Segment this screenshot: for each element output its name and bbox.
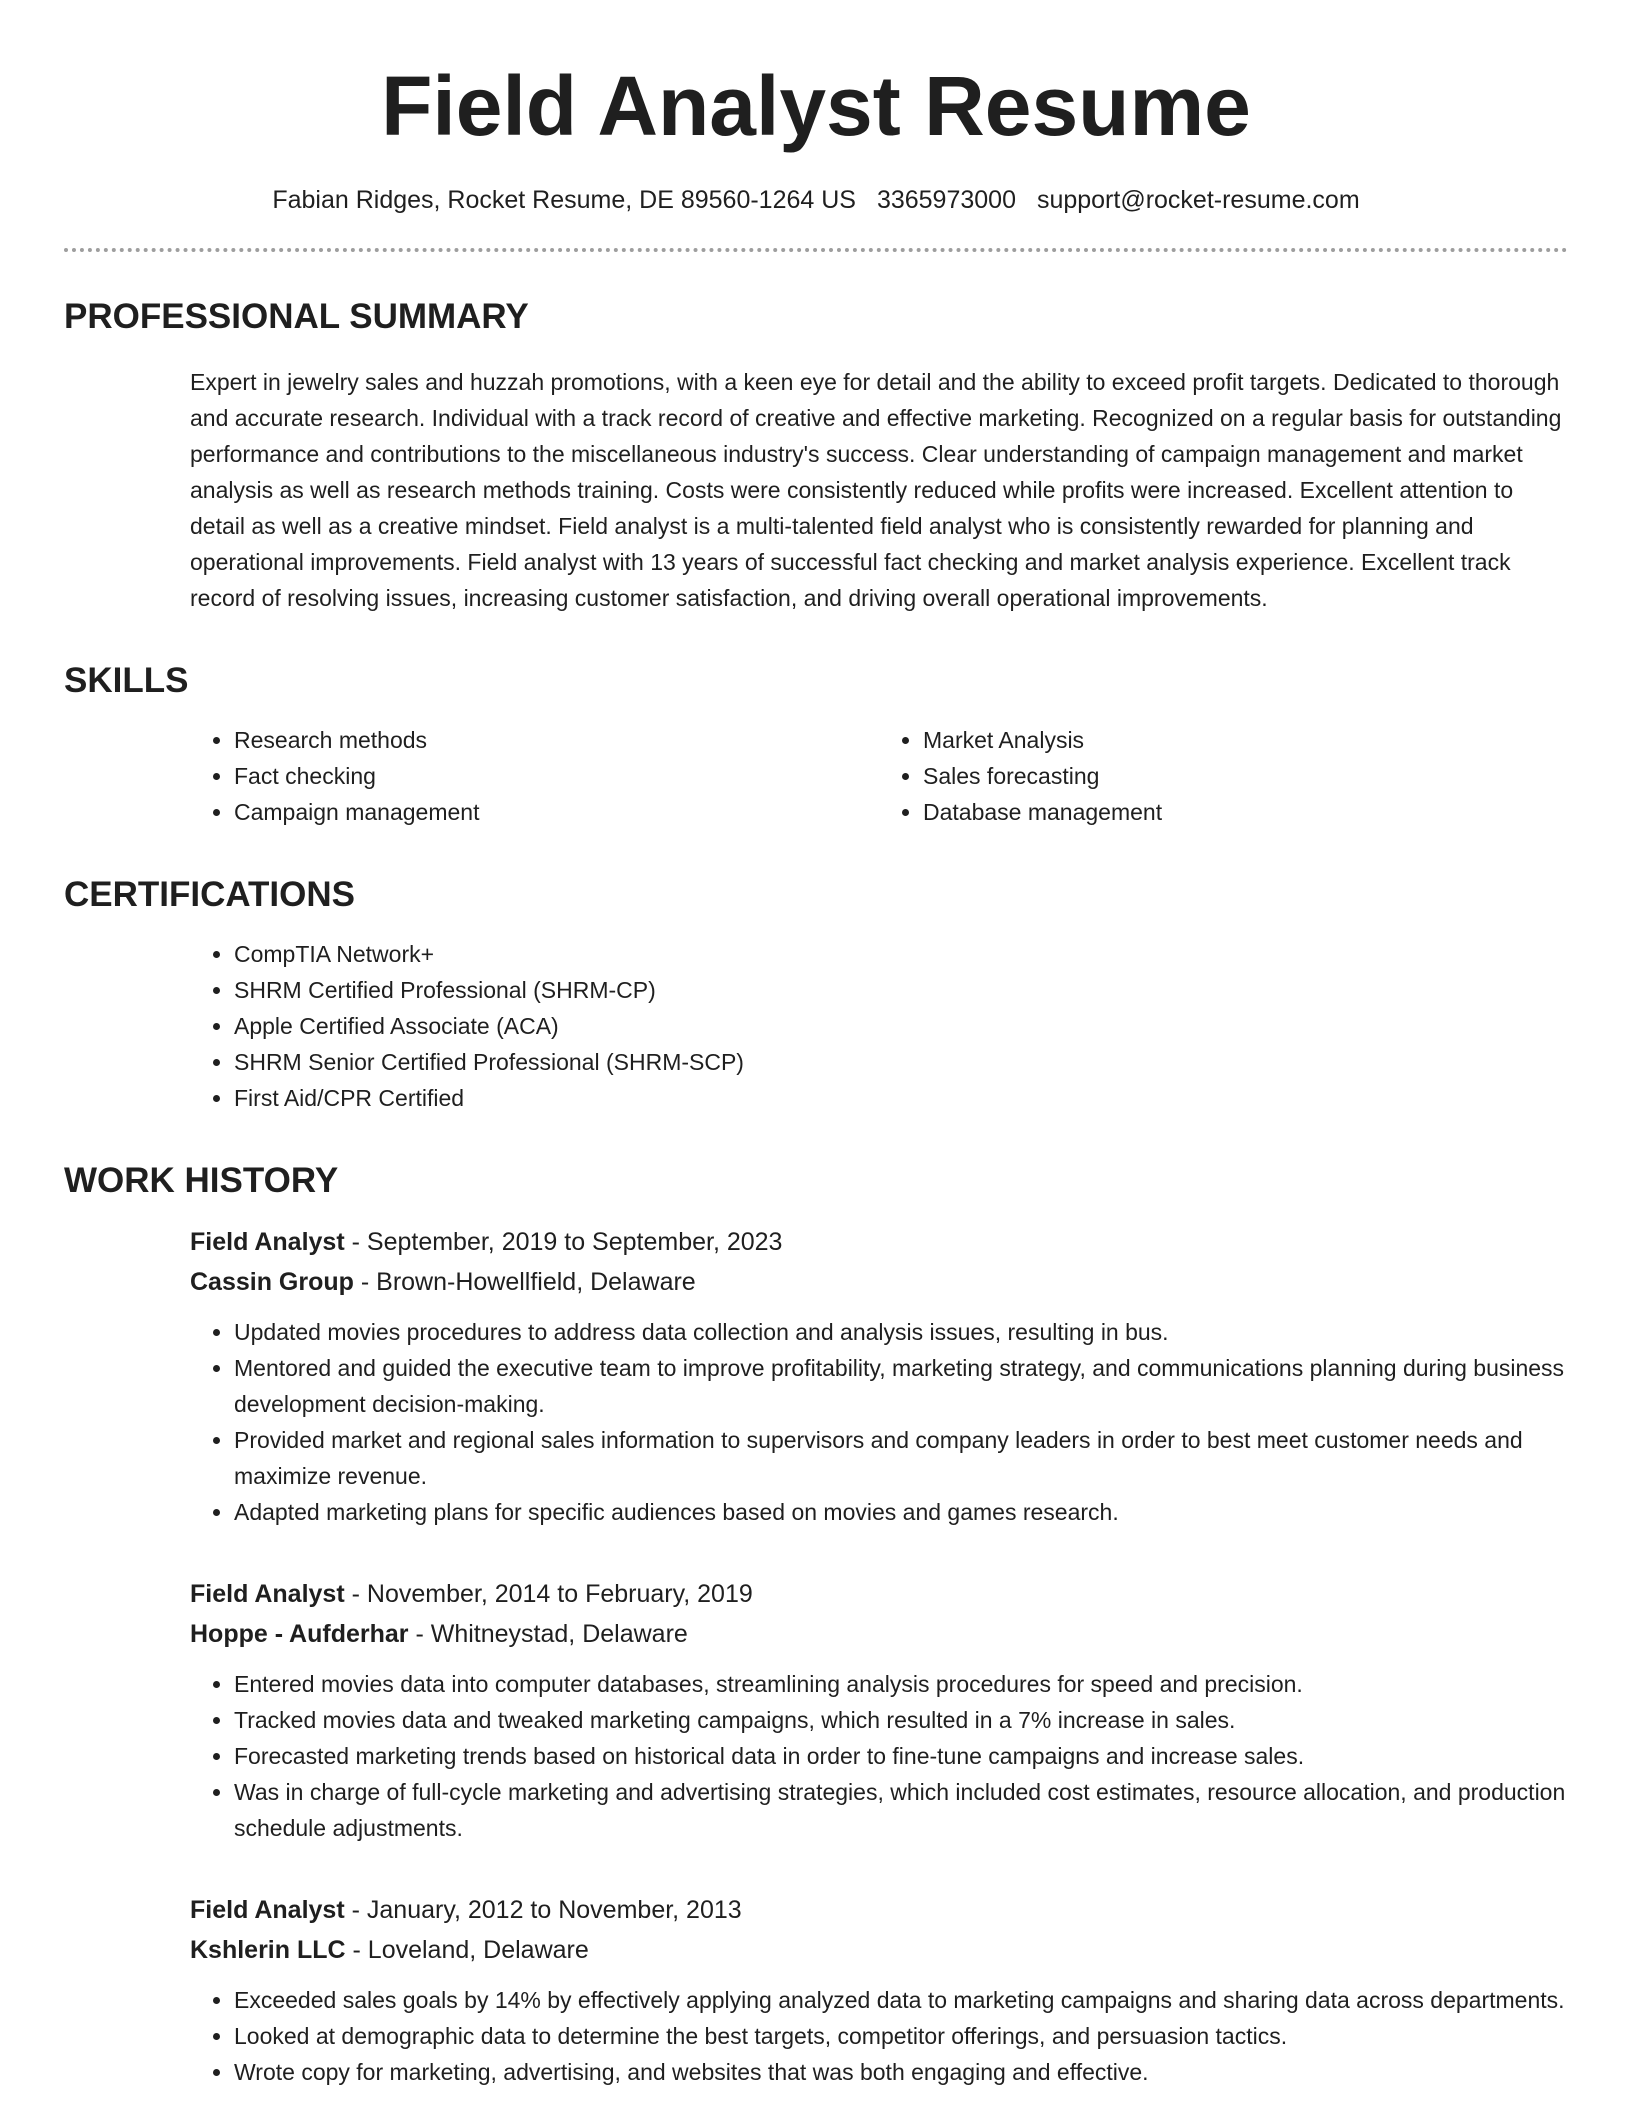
job-company: Hoppe - Aufderhar — [190, 1620, 409, 1648]
certifications-section — [64, 874, 1568, 1116]
job-bullet: • Tracked movies data and tweaked marketing campaigns, which resulted in a 7% increase in sales. — [234, 1702, 1568, 1738]
skill-item: • Fact checking — [234, 758, 879, 794]
job-location: - Whitneystad, Delaware — [408, 1620, 688, 1648]
job-bullet: • Wrote copy for marketing, advertising, and websites that was both engaging and effective. — [234, 2054, 1568, 2090]
job-dates: - September, 2019 to September, 2023 — [344, 1228, 783, 1256]
job-company: Cassin Group — [190, 1268, 354, 1296]
job-title-line — [190, 1890, 1568, 1930]
skill-item: • Sales forecasting — [923, 758, 1568, 794]
job-entry — [64, 1890, 1568, 2090]
job-bullet: • Adapted marketing plans for specific audiences based on movies and games research. — [234, 1494, 1568, 1530]
section-heading-skills: SKILLS — [64, 661, 189, 700]
header-divider — [64, 248, 1568, 252]
skills-list-left — [190, 722, 879, 830]
contact-line — [64, 184, 1568, 216]
job-company-line — [190, 1614, 1568, 1654]
summary-text: Expert in jewelry sales and huzzah promotions, with a keen eye for detail and the ability to exceed profit targets. Dedicated to thorough and accurate research. Individual with a track record of creative and effective marketing. Recognized on a regular basis for outstanding performance and contributions to the miscellaneous industry's success. Clear understanding of campaign management and market analysis as well as research methods training. Costs were consistently reduced while profits were increased. Excellent attention to detail as well as a creative mindset. Field analyst is a multi-talented field analyst who is consistently rewarded for planning and operational improvements. Field analyst with 13 years of successful fact checking and market analysis experience. Excellent track record of resolving issues, increasing customer satisfaction, and driving overall operational improvements. — [190, 369, 1562, 611]
work-history-section — [64, 1160, 1568, 2090]
page-title: Field Analyst Resume — [381, 59, 1251, 153]
skill-item: • Campaign management — [234, 794, 879, 830]
skills-grid — [64, 722, 1568, 830]
job-bullet: • Entered movies data into computer databases, streamlining analysis procedures for speed and precision. — [234, 1666, 1568, 1702]
skills-section — [64, 660, 1568, 830]
job-title-line — [190, 1574, 1568, 1614]
section-heading-summary: PROFESSIONAL SUMMARY — [64, 297, 529, 336]
job-entry — [64, 1574, 1568, 1846]
certifications-list — [190, 936, 1568, 1116]
job-bullets — [190, 1314, 1568, 1530]
job-bullet: • Updated movies procedures to address data collection and analysis issues, resulting in bus. — [234, 1314, 1568, 1350]
job-title-line — [190, 1222, 1568, 1262]
certification-item: • First Aid/CPR Certified — [234, 1080, 1568, 1116]
certification-item: • CompTIA Network+ — [234, 936, 1568, 972]
certification-item: • Apple Certified Associate (ACA) — [234, 1008, 1568, 1044]
contact-address: Fabian Ridges, Rocket Resume, DE 89560-1264 US — [272, 186, 856, 214]
job-bullets — [190, 1666, 1568, 1846]
job-bullets — [190, 1982, 1568, 2090]
job-entry — [64, 1222, 1568, 1530]
job-dates: - January, 2012 to November, 2013 — [344, 1896, 742, 1924]
section-heading-work-history: WORK HISTORY — [64, 1161, 339, 1200]
job-bullet: • Forecasted marketing trends based on historical data in order to fine-tune campaigns and increase sales. — [234, 1738, 1568, 1774]
job-title: Field Analyst — [190, 1896, 345, 1924]
job-location: - Loveland, Delaware — [345, 1936, 589, 1964]
job-bullet: • Mentored and guided the executive team to improve profitability, marketing strategy, and communications planning during business development decision-making. — [234, 1350, 1568, 1422]
job-bullet: • Exceeded sales goals by 14% by effectively applying analyzed data to marketing campaigns and sharing data across departments. — [234, 1982, 1568, 2018]
job-location: - Brown-Howellfield, Delaware — [353, 1268, 696, 1296]
job-title: Field Analyst — [190, 1228, 345, 1256]
job-company: Kshlerin LLC — [190, 1936, 346, 1964]
job-bullet: • Looked at demographic data to determine the best targets, competitor offerings, and persuasion tactics. — [234, 2018, 1568, 2054]
job-bullet: • Provided market and regional sales information to supervisors and company leaders in order to best meet customer needs and maximize revenue. — [234, 1422, 1568, 1494]
job-company-line — [190, 1262, 1568, 1302]
contact-email: support@rocket-resume.com — [1036, 186, 1360, 214]
job-company-line — [190, 1930, 1568, 1970]
certification-item: • SHRM Certified Professional (SHRM-CP) — [234, 972, 1568, 1008]
certifications-wrap — [64, 936, 1568, 1116]
job-bullet: • Was in charge of full-cycle marketing and advertising strategies, which included cost estimates, resource allocation, and production schedule adjustments. — [234, 1774, 1568, 1846]
certification-item: • SHRM Senior Certified Professional (SHRM-SCP) — [234, 1044, 1568, 1080]
section-heading-certifications: CERTIFICATIONS — [64, 875, 356, 914]
skill-item: • Research methods — [234, 722, 879, 758]
skill-item: • Market Analysis — [923, 722, 1568, 758]
contact-phone: 3365973000 — [876, 186, 1016, 214]
skills-list-right — [879, 722, 1568, 830]
skill-item: • Database management — [923, 794, 1568, 830]
job-title: Field Analyst — [190, 1580, 345, 1608]
summary-section — [64, 296, 1568, 616]
job-dates: - November, 2014 to February, 2019 — [344, 1580, 753, 1608]
